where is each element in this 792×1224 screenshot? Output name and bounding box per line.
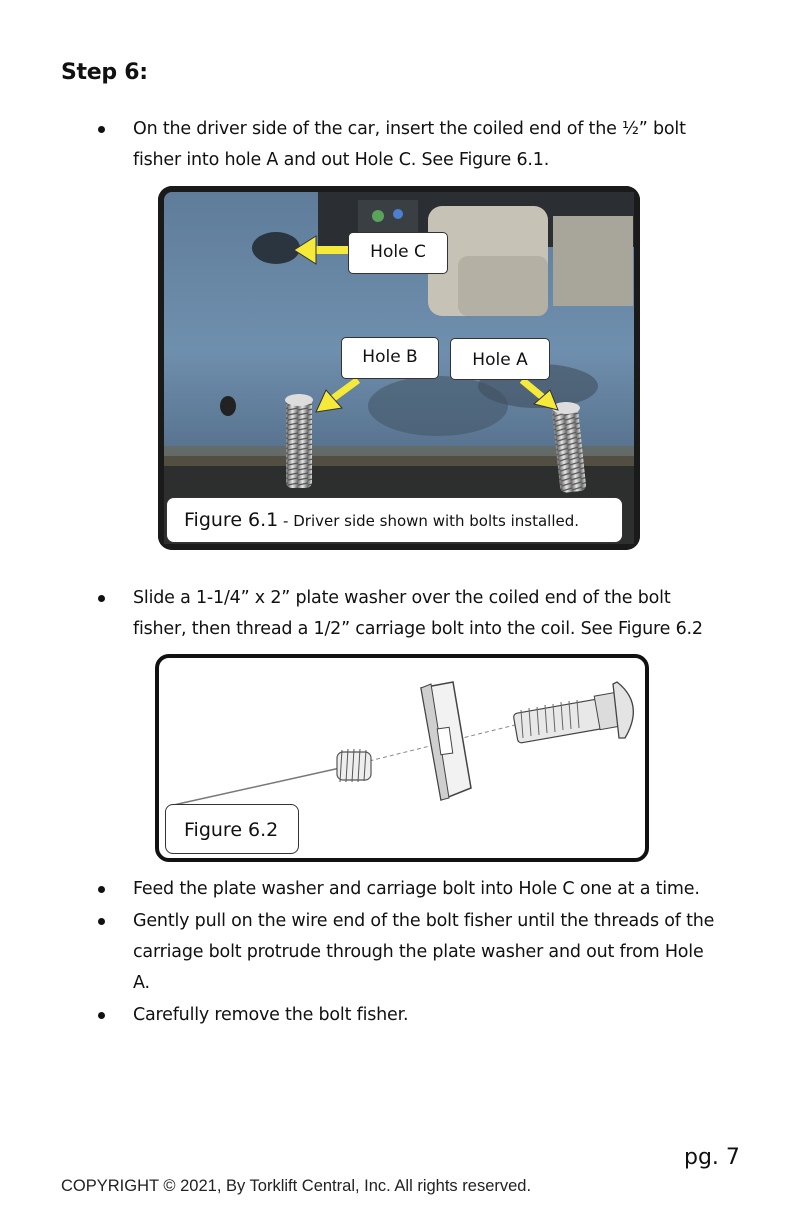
copyright-footer: COPYRIGHT © 2021, By Torklift Central, Inc. All rights reserved. — [61, 1177, 532, 1195]
list-item — [96, 1000, 716, 1031]
page-number: pg. 7 — [684, 1145, 740, 1170]
figure-6-2-diagram — [155, 654, 649, 862]
callout-hole-c: Hole C — [348, 232, 448, 274]
plate-washer — [421, 682, 471, 800]
figure-6-1-photo — [158, 186, 640, 550]
instruction-text: On the driver side of the car, insert the coiled end of the ½” bolt fisher into hole A and out Hole C. See Figure 6.1. — [133, 119, 686, 170]
figure-caption — [165, 804, 299, 854]
coil-spring — [337, 749, 371, 782]
list-item — [96, 583, 716, 645]
callout-hole-a: Hole A — [450, 338, 550, 380]
instruction-text: Feed the plate washer and carriage bolt into Hole C one at a time. — [133, 879, 700, 899]
instruction-text: Slide a 1-1/4” x 2” plate washer over the coiled end of the bolt fisher, then thread a 1/2” carriage bolt into the coil. See Figure 6.2 — [133, 588, 703, 639]
instruction-text: Gently pull on the wire end of the bolt fisher until the threads of the carriage bolt protrude through the plate washer and out from Hole A. — [133, 911, 715, 993]
caption-text: - Driver side shown with bolts installed. — [278, 512, 580, 530]
step-heading: Step 6: — [61, 60, 148, 85]
figure-label: Figure 6.1 — [184, 509, 279, 531]
instruction-text: Carefully remove the bolt fisher. — [133, 1005, 409, 1025]
list-item — [96, 874, 716, 905]
list-item — [96, 114, 716, 176]
callout-hole-b: Hole B — [341, 337, 439, 379]
figure-label: Figure 6.2 — [184, 819, 279, 841]
figure-caption — [166, 497, 623, 543]
list-item — [96, 906, 716, 999]
carriage-bolt — [513, 682, 633, 743]
